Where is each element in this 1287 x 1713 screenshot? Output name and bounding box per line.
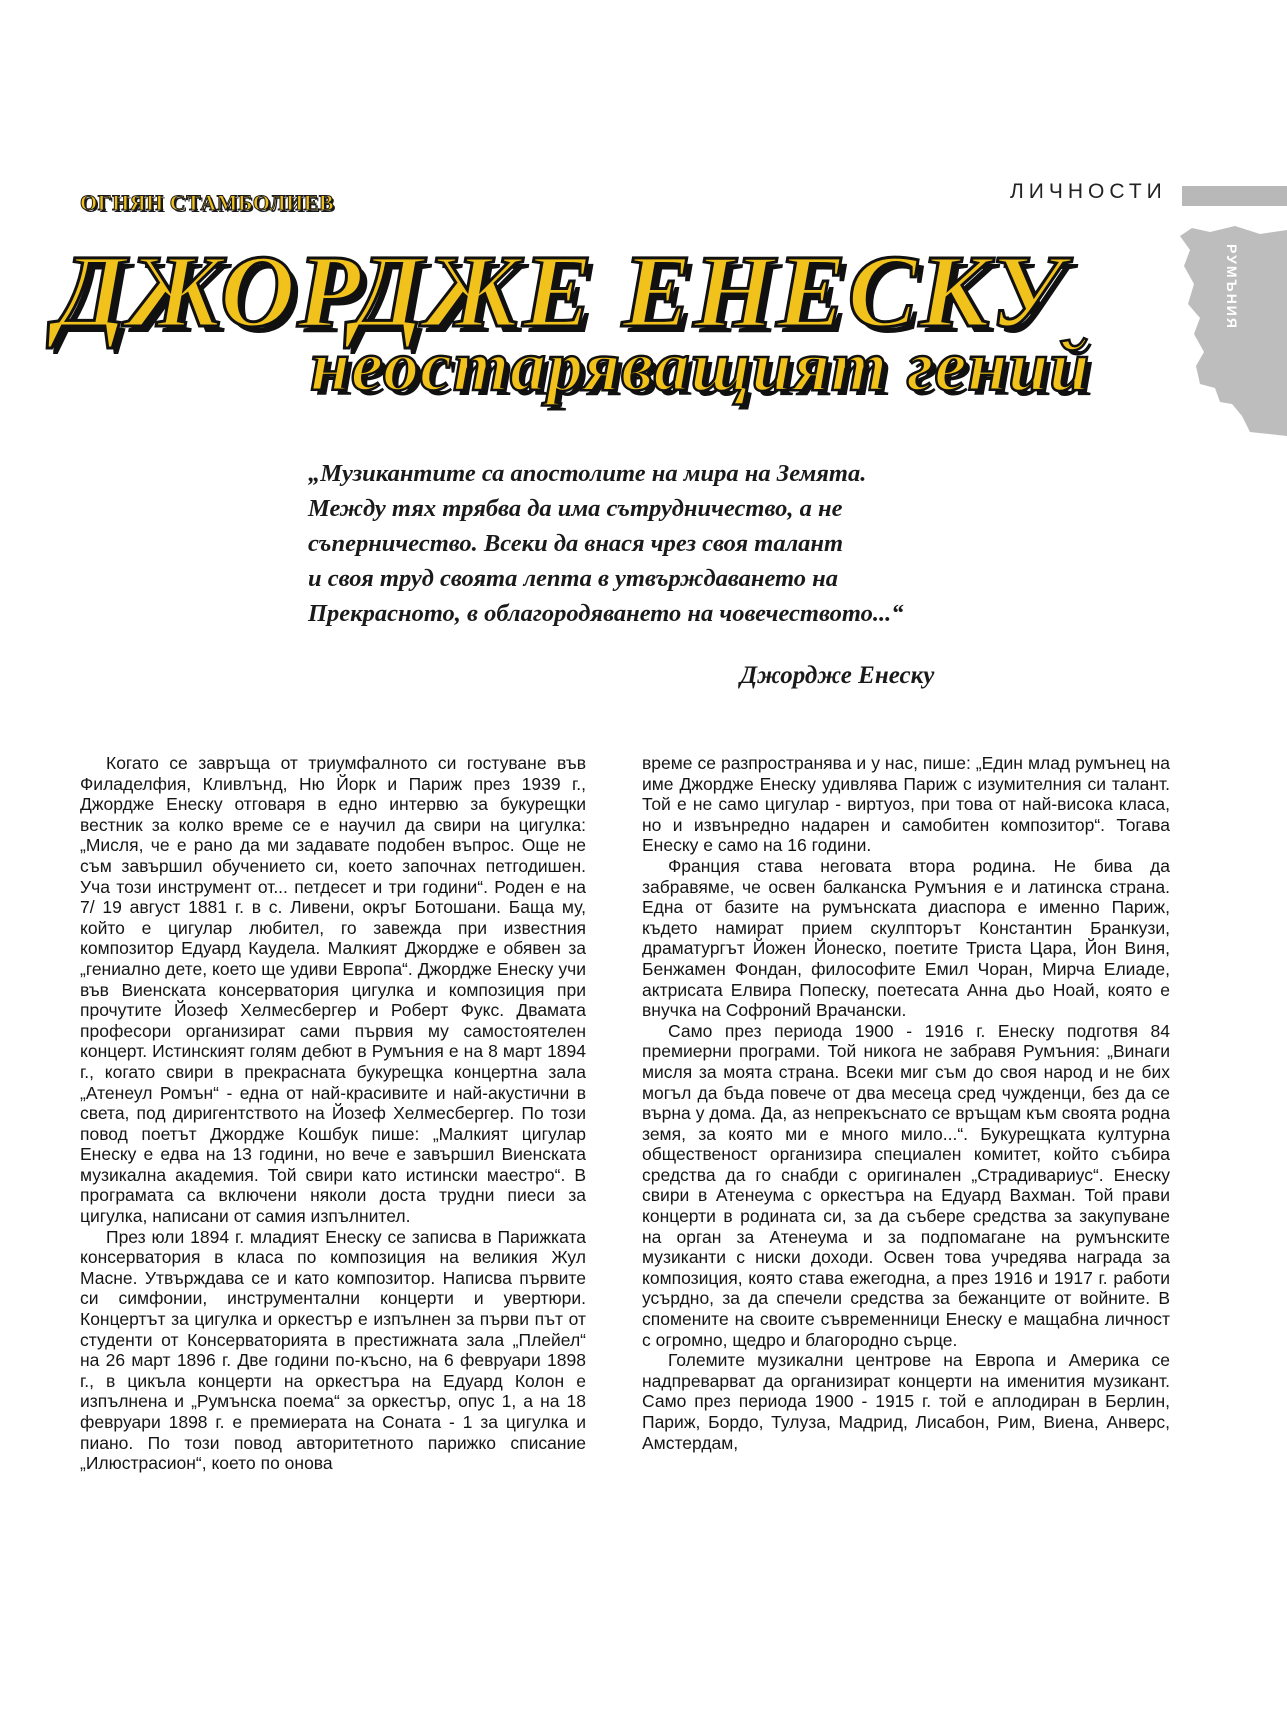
article-paragraph: Само през периода 1900 - 1916 г. Енеску подготвя 84 премиерни програми. Той никога не забравя Румъния: „Винаги мисля за моята страна. Всеки миг съм до своя народ и не бих могъл да бъда повече от два месеца сред чужденци, без да се върна у дома. Да, аз непрекъснато се връщам към своята родна земя, за която ми е много мило...“. Букурещката културна общественост организира специален комитет, който събира средства да го снабди с оригинален „Страдивариус“. Енеску свири в Атенеума с оркестъра на Едуард Вахман. Той прави концерти в родината си, за да събере средства за закупуване на орган за Атенеума и за подпомагане на румънските музиканти с ниски доходи. Освен това учредява награда за композиция, която става ежегодна, а през 1916 и 1917 г. работи усърдно, за да спечели средства за бежанците от войните. В спомените на своите съвременници Енеску е мащабна личност с огромно, щедро и благородно сърце.: [642, 1020, 1170, 1350]
article-paragraph: Франция става неговата втора родина. Не бива да забравяме, че освен балканска Румъния е и латинска страна. Една от базите на румънската диаспора е именно Париж, където намират прием скулпторът Константин Бранкузи, драматургът Йожен Йонеско, поетите Триста Цара, Йон Виня, Бенжамен Фондан, философите Емил Чоран, Мирча Елиаде, актрисата Елвира Попеску, поетесата Анна дьо Ноай, която е внучка на Софроний Врачански.: [642, 855, 1170, 1021]
epigraph-line: Прекрасното, в облагородяването на човечеството...“: [308, 600, 904, 627]
epigraph-line: и своя труд своята лепта в утвърждаването на: [308, 565, 839, 592]
article-paragraph: През юли 1894 г. младият Енеску се записва в Парижката консерватория в класа по композиция на великия Жул Масне. Утвърждава се и като композитор. Написва първите си симфонии, инструментални концерти и увертюри. Концертът за цигулка и оркестър е изпълнен за първи път от студенти от Консерваторията в престижната зала „Плейел“ на 26 март 1896 г. Две години по-късно, на 6 февруари 1898 г., в цикъла концерти на оркестъра на Едуард Колон е изпълнена и „Румънска поема“ за оркестър, опус 1, а на 18 февруари 1898 г. е премиерата на Соната - 1 за цигулка и пиано. По този повод авторитетното парижко списание „Илюстрасион“, което по онова: [80, 1226, 586, 1474]
epigraph-line: Между тях трябва да има сътрудничество, а не: [308, 495, 843, 522]
epigraph-author: Джордже Енеску: [740, 662, 935, 689]
section-bar: [1182, 186, 1287, 206]
epigraph-quote: [308, 456, 968, 631]
article-column-left: [80, 753, 586, 1474]
article-column-right: [642, 753, 1170, 1453]
headline-name: ДЖОРДЖЕ ЕНЕСКУ: [55, 234, 1065, 349]
author-byline: ОГНЯН СТАМБОЛИЕВ: [80, 190, 335, 215]
epigraph-line: съперничество. Всеки да внася чрез своя талант: [308, 530, 844, 557]
epigraph-line: „Музикантите са апостолите на мира на Земята.: [308, 460, 867, 487]
section-label: ЛИЧНОСТИ: [1010, 180, 1167, 203]
article-paragraph: Когато се завръща от триумфалното си гостуване във Филаделфия, Кливлънд, Ню Йорк и Париж през 1939 г., Джордже Енеску отговаря в едно интервю за букурещки вестник за колко време се е научил да свири на цигулка: „Мисля, че е рано да ми задавате подобен въпрос. Още не съм завършил обучението си, което започнах петгодишен. Уча този инструмент от... петдесет и три години“. Роден е на 7/ 19 август 1881 г. в с. Ливени, окръг Ботошани. Баща му, който е цигулар любител, го завежда при известния композитор Едуард Каудела. Малкият Джордже е обявен за „гениално дете, което ще удиви Европа“. Джордже Енеску учи във Виенската консерватория цигулка и композиция при прочутите Йозеф Хелмесбергер и Роберт Фукс. Двамата професори организират сами първия му самостоятелен концерт. Истинският голям дебют в Румъния е на 8 март 1894 г., когато свири в прекрасната букурещка концертна зала „Атенеул Ромън“ - една от най-красивите и най-акустични в света, под диригентството на Йозеф Хелмесбергер. По този повод поетът Джордже Кошбук пише: „Малкият цигулар Енеску е едва на 13 години, но вече е завършил Виенската музикална академия. Той свири като истински маестро“. В програмата са включени няколи доста трудни пиеси за цигулка, написани от самия изпълнител.: [80, 753, 586, 1227]
article-paragraph-continuation: време се разпространява и у нас, пише: „Един млад румънец на име Джордже Енеску удивлява Париж с изумителния си талант. Той е не само цигулар - виртуоз, при това от най-висока класа, но и извънредно надарен и самобитен композитор“. Тогава Енеску е само на 16 години.: [642, 753, 1170, 856]
headline-subtitle: неостаряващият гений: [310, 326, 1091, 406]
article-paragraph: Големите музикални центрове на Европа и Америка се надпреварват да организират концерти на именития музикант. Само през периода 1900 - 1915 г. той е аплодиран в Берлин, Париж, Бордо, Тулуза, Мадрид, Лисабон, Рим, Виена, Анверс, Амстердам,: [642, 1350, 1170, 1453]
country-label: РУМЪНИЯ: [1224, 244, 1240, 330]
